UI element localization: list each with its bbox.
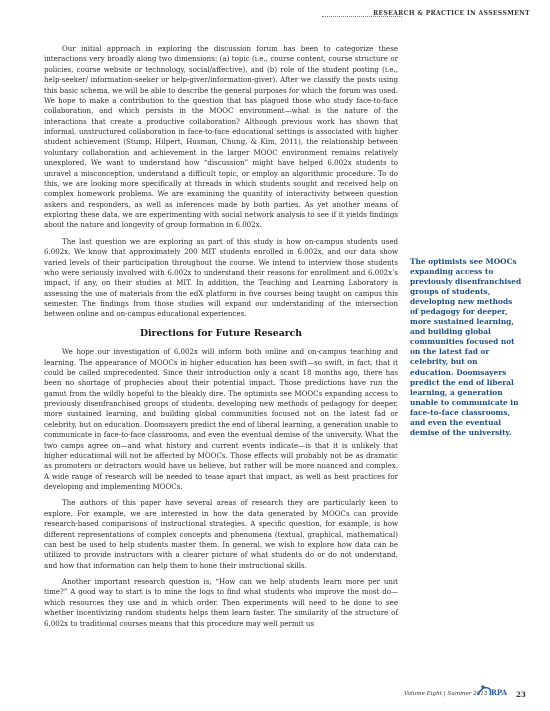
paragraph: Another important research question is, “How can we help students learn more per unit time?” A good way to start is to mine the logs to find what students who improve the most do—which resources they use and in which order. Then experiments will need to be done to see whether incentivizing random students helps them learn faster. The similarity of the structure of 6.002x to traditional courses means that this procedure may well permit us (44, 577, 398, 628)
page-number: 23 (516, 690, 526, 699)
running-header (322, 8, 530, 22)
paragraph: The last question we are exploring as part of this study is how on-campus students used 6.002x. We know that approximately 200 MIT students enrolled in 6.002x, and our data show varied levels of their participation throughout the course. We intend to interview those students who were seriously involved with 6.002x to understand their reasons for enrollment and 6.002x’s impact, if any, on their studies at MIT. In addition, the Teaching and Learning Laboratory is assessing the use of materials from the edX platform in five courses being taught on campus this semester. The findings from those studies will expand our understanding of the intersection between online and on-campus educational experiences. (44, 236, 398, 319)
pull-quote: The optimists see MOOCs expanding access to previously disenfranchised groups of students, developing new methods of pedagogy for deeper, more sustained learning, and building global communities focused not on the latest fad or celebrity, but on education. Doomsayers predict the end of liberal learning, a generation unable to communicate in face-to-face classrooms, and even the eventual demise of the university. (410, 257, 522, 437)
paragraph: The authors of this paper have several areas of research they are particularly keen to explore. For example, we are interested in how the data generated by MOOCs can provide research-based comparisons of instructional strategies. A specific question, for example, is how different representations of complex concepts and phenomena (textual, graphical, mathematical) can best be used to help students master them. In general, we wish to explore how data can be utilized to provide instructors with a clearer picture of what students do or do not understand, and how that information can help them to hone their instructional skills. (44, 498, 398, 570)
page-footer (404, 683, 530, 699)
paragraph: Our initial approach in exploring the discussion forum has been to categorize these interactions very broadly along two dimensions: (a) topic (i.e., course content, course structure or policies, course website or technology, social/affective), and (b) role of the student posting (i.e., help-seeker/ information-seeker or help-giver/information-giver). After we classify the posts using this basic schema, we will be able to describe the general purposes for which the forum was used. We hope to make a contribution to the question that has plagued those who study face-to-face collaboration, and which persists in the MOOC environment—what is the nature of the interactions that create a productive collaboration? Although previous work has shown that informal, unstructured collaboration in face-to-face educational settings is associated with higher student achievement (Stump, Hilpert, Husman, Chung, & Kim, 2011), the relationship between voluntary collaboration and achievement in the larger MOOC environment remains relatively unexplored. We want to understand how “discussion” might have helped 6.002x students to unravel a misconception, understand a difficult topic, or employ an algorithmic procedure. To do this, we are looking more specifically at threads in which students sought and received help on complex homework problems. We are examining the quantity of interactivity between question askers and responders, as well as inferences made by both parties. As yet another means of exploring these data, we are experimenting with social network analysis to see if it yields findings about the nature and longevity of group formation in 6.002x. (44, 44, 398, 230)
svg-text:RPA: RPA (491, 688, 508, 697)
running-title: RESEARCH & PRACTICE IN ASSESSMENT (373, 10, 530, 17)
section-heading: Directions for Future Research (139, 327, 303, 339)
main-column (44, 44, 398, 635)
volume-info: Volume Eight | Summer 2013 (404, 691, 488, 697)
paragraph: We hope our investigation of 6.002x will inform both online and on-campus teaching and learning. The appearance of MOOCs in higher education has been swift—so swift, in fact, that it could be called unprecedented. Since their introduction only a scant 18 months ago, there has been no shortage of prophecies about their potential impact. Those predictions have run the gamut from the wildly hopeful to the bleakly dire. The optimists see MOOCs expanding access to previously disenfranchised groups of students, developing new methods of pedagogy for deeper, more sustained learning, and building global communities focused not on the latest fad or celebrity, but on education. Doomsayers predict the end of liberal learning, a generation unable to communicate in face-to-face classrooms, and even the eventual demise of the university. What the two camps agree on—and what history and current events indicate—is that it is unlikely that higher educational will not be affected by MOOCs. Those effects will probably not be as dramatic as promoters or detractors would have us believe, but rather will be more nuanced and complex. A wide range of research will be needed to tease apart that impact, as well as best practices for developing and implementing MOOCs. (44, 347, 398, 491)
journal-logo-icon (476, 683, 510, 701)
